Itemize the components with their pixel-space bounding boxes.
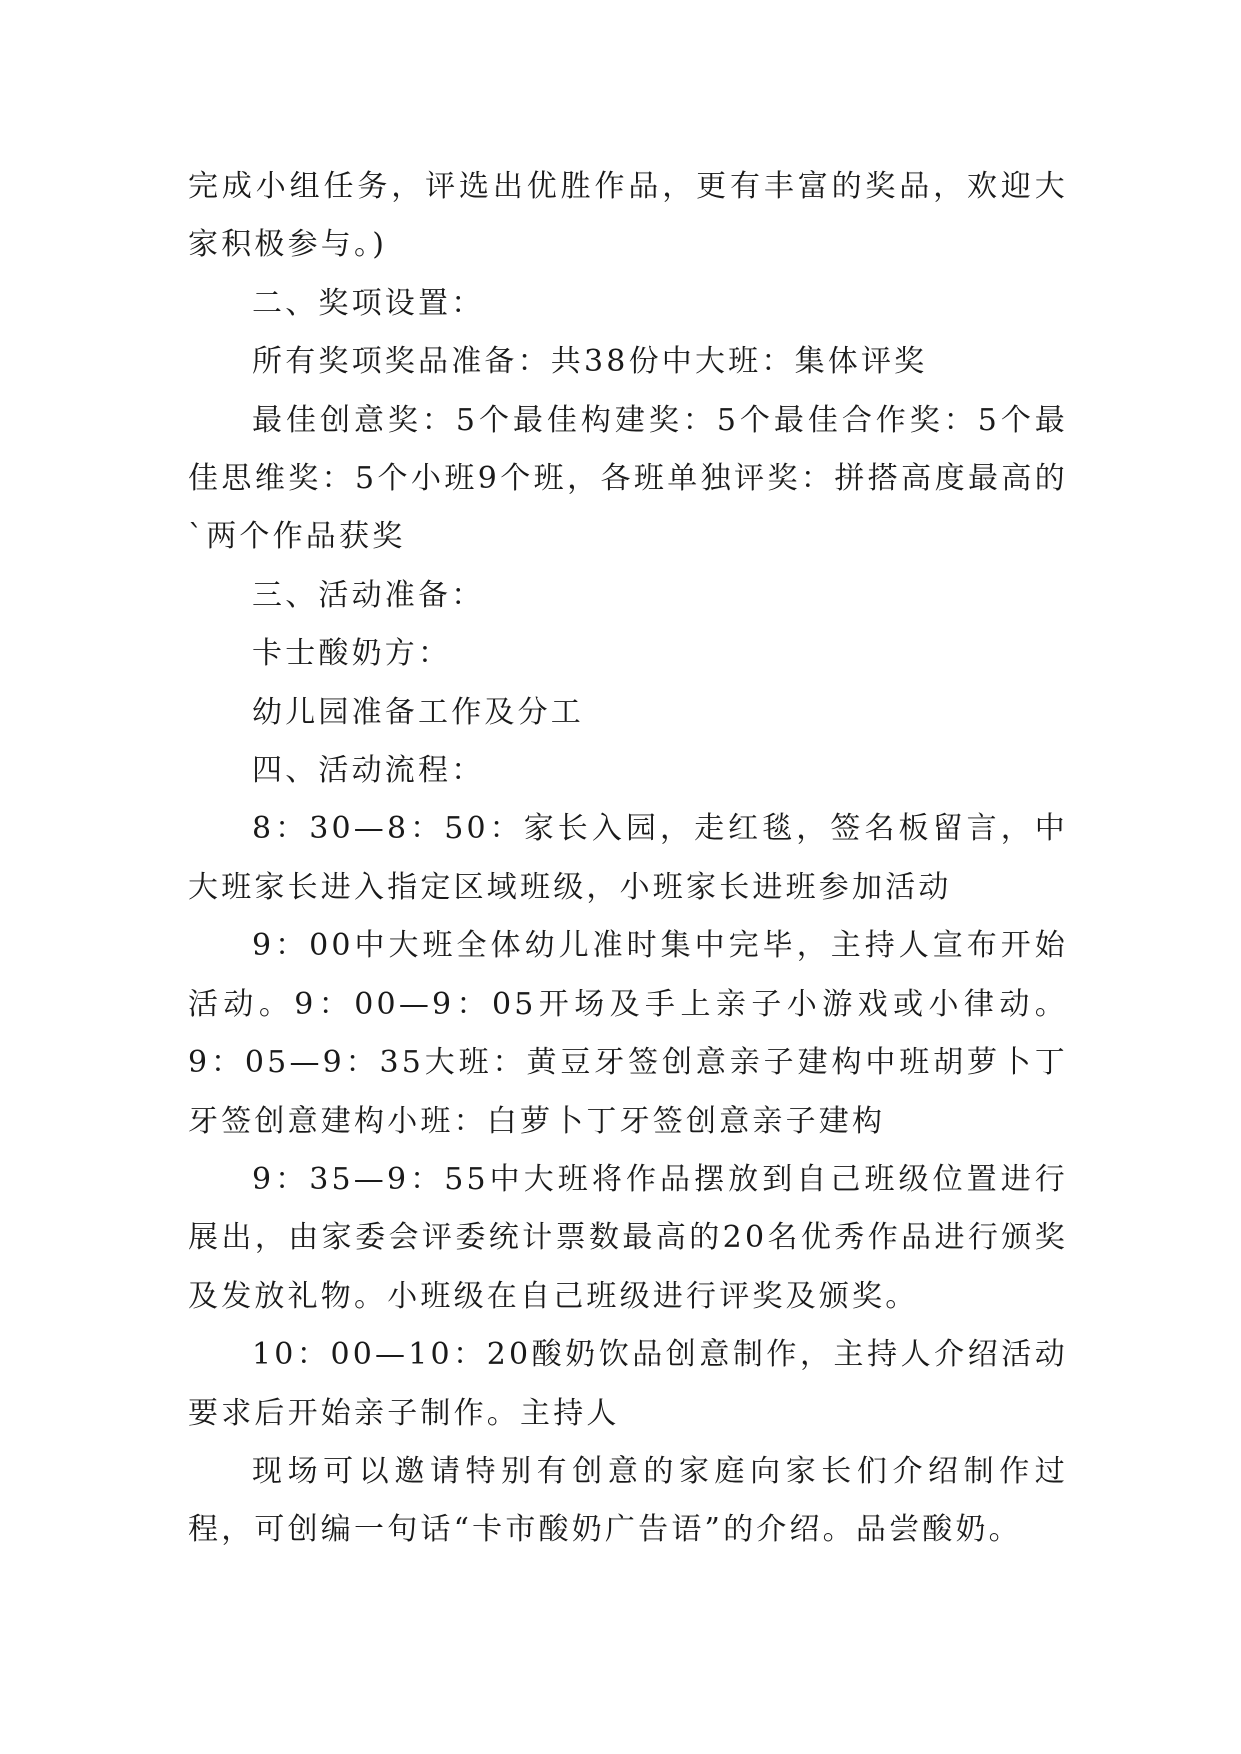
paragraph-award-categories: 最佳创意奖：5个最佳构建奖：5个最佳合作奖：5个最佳思维奖：5个小班9个班，各班单独评奖：拼搭高度最高的`两个作品获奖 [188,402,1068,555]
paragraph-kindergarten-tasks: 幼儿园准备工作及分工 [252,694,584,730]
section-heading-awards: 二、奖项设置： [252,285,485,321]
paragraph-schedule-arrival: 8：30—8：50：家长入园，走红毯，签名板留言，中大班家长进入指定区域班级，小班家长进班参加活动 [188,811,1068,905]
paragraph-intro-continuation: 完成小组任务，评选出优胜作品，更有丰富的奖品，欢迎大家积极参与。) [188,169,1068,263]
section-heading-schedule: 四、活动流程： [252,753,485,789]
paragraph-prize-total: 所有奖项奖品准备：共38份中大班：集体评奖 [252,344,928,380]
paragraph-schedule-presentation: 现场可以邀请特别有创意的家庭向家长们介绍制作过程，可创编一句话“卡市酸奶广告语”的介绍。品尝酸奶。 [188,1453,1068,1548]
paragraph-sponsor: 卡士酸奶方： [252,636,452,672]
section-heading-preparation: 三、活动准备： [252,577,485,613]
document-body [188,158,1068,1560]
paragraph-schedule-yogurt: 10：00—10：20酸奶饮品创意制作，主持人介绍活动要求后开始亲子制作。主持人 [188,1337,1068,1431]
paragraph-schedule-exhibition: 9：35—9：55中大班将作品摆放到自己班级位置进行展出，由家委会评委统计票数最高的20名优秀作品进行颁奖及发放礼物。小班级在自己班级进行评奖及颁奖。 [188,1161,1068,1314]
paragraph-schedule-opening: 9：00中大班全体幼儿准时集中完毕，主持人宣布开始活动。9：00—9：05开场及手上亲子小游戏或小律动。9：05—9：35大班：黄豆牙签创意亲子建构中班胡萝卜丁牙签创意建构小班：白萝卜丁牙签创意亲子建构 [188,928,1068,1139]
